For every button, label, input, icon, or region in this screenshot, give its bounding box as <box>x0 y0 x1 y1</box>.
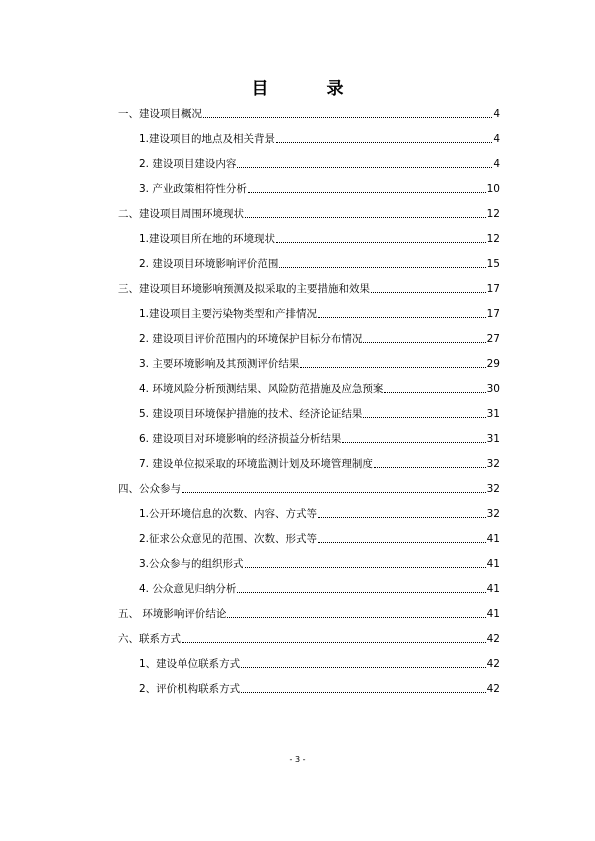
toc-entry[interactable] <box>139 157 500 171</box>
toc-entry-page: 29 <box>486 358 500 370</box>
toc-entry[interactable] <box>139 432 500 446</box>
toc-entry-page: 42 <box>486 658 500 670</box>
toc-entry[interactable] <box>118 107 500 121</box>
toc-entry[interactable] <box>139 132 500 146</box>
toc-entry[interactable] <box>139 682 500 696</box>
toc-leader-dots <box>241 692 485 693</box>
toc-entry[interactable] <box>139 382 500 396</box>
toc-entry-page: 32 <box>486 483 500 495</box>
toc-entry[interactable] <box>118 482 500 496</box>
toc-entry-page: 17 <box>486 283 500 295</box>
toc-entry-page: 32 <box>486 458 500 470</box>
toc-entry-page: 30 <box>486 383 500 395</box>
toc-leader-dots <box>279 267 485 268</box>
toc-entry-label: 二、建设项目周围环境现状 <box>118 208 244 220</box>
toc-leader-dots <box>245 567 486 568</box>
toc-entry[interactable] <box>139 257 500 271</box>
toc-leader-dots <box>363 417 485 418</box>
toc-entry-label: 6. 建设项目对环境影响的经济损益分析结果 <box>139 433 342 445</box>
toc-entry-label: 2.征求公众意见的范围、次数、形式等 <box>139 533 318 545</box>
toc-leader-dots <box>276 242 486 243</box>
toc-entry-page: 41 <box>486 533 500 545</box>
toc-entry-label: 五、 环境影响评价结论 <box>118 608 227 620</box>
toc-entry-label: 2. 建设项目环境影响评价范围 <box>139 258 279 270</box>
toc-entry-label: 2. 建设项目建设内容 <box>139 158 237 170</box>
toc-entry[interactable] <box>118 282 500 296</box>
toc-entry-page: 27 <box>486 333 500 345</box>
toc-entry-page: 41 <box>486 558 500 570</box>
toc-entry-page: 17 <box>486 308 500 320</box>
toc-entry-page: 15 <box>486 258 500 270</box>
toc-entry-label: 7. 建设单位拟采取的环境监测计划及环境管理制度 <box>139 458 373 470</box>
toc-leader-dots <box>300 367 485 368</box>
toc-entry-page: 41 <box>486 583 500 595</box>
toc-entry-page: 31 <box>486 433 500 445</box>
toc-entry-label: 1.建设项目的地点及相关背景 <box>139 133 276 145</box>
toc-entry-page: 4 <box>493 108 500 120</box>
toc-entry-page: 42 <box>486 683 500 695</box>
toc-leader-dots <box>245 217 486 218</box>
page-number: - 3 - <box>289 755 306 764</box>
toc-leader-dots <box>248 192 486 193</box>
title-char-2: 录 <box>326 79 344 99</box>
toc-entry[interactable] <box>139 507 500 521</box>
toc-entry[interactable] <box>139 407 500 421</box>
toc-leader-dots <box>318 317 486 318</box>
toc-leader-dots <box>182 492 486 493</box>
toc-leader-dots <box>371 292 486 293</box>
toc-leader-dots <box>342 442 485 443</box>
toc-leader-dots <box>318 542 486 543</box>
toc-entry-page: 4 <box>493 133 500 145</box>
toc-entry-page: 12 <box>486 233 500 245</box>
toc-entry-label: 四、公众参与 <box>118 483 181 495</box>
page-title <box>0 74 595 99</box>
toc-entry[interactable] <box>118 632 500 646</box>
toc-entry[interactable] <box>139 357 500 371</box>
toc-entry-page: 32 <box>486 508 500 520</box>
toc-entry-label: 1.建设项目所在地的环境现状 <box>139 233 276 245</box>
toc-entry-label: 3. 产业政策相符性分析 <box>139 183 247 195</box>
toc-entry-label: 六、联系方式 <box>118 633 181 645</box>
toc-entry[interactable] <box>139 657 500 671</box>
toc-entry-page: 41 <box>486 608 500 620</box>
toc-entry[interactable] <box>139 457 500 471</box>
toc-entry-label: 2. 建设项目评价范围内的环境保护目标分布情况 <box>139 333 363 345</box>
toc-entry-label: 三、建设项目环境影响预测及拟采取的主要措施和效果 <box>118 283 370 295</box>
toc-entry-page: 42 <box>486 633 500 645</box>
toc-leader-dots <box>237 167 492 168</box>
toc-entry-page: 4 <box>493 158 500 170</box>
toc-leader-dots <box>203 117 492 118</box>
toc-entry[interactable] <box>118 207 500 221</box>
toc-entry-label: 2、评价机构联系方式 <box>139 683 241 695</box>
toc-leader-dots <box>374 467 486 468</box>
toc-entry[interactable] <box>139 532 500 546</box>
toc-entry[interactable] <box>139 182 500 196</box>
toc-leader-dots <box>318 517 486 518</box>
toc-entry-page: 31 <box>486 408 500 420</box>
toc-leader-dots <box>276 142 492 143</box>
toc-entry[interactable] <box>139 232 500 246</box>
toc-leader-dots <box>227 617 485 618</box>
toc-entry-label: 1、建设单位联系方式 <box>139 658 241 670</box>
toc-entry-label: 1.公开环境信息的次数、内容、方式等 <box>139 508 318 520</box>
toc-entry-label: 一、建设项目概况 <box>118 108 202 120</box>
toc-entry-page: 12 <box>486 208 500 220</box>
toc-entry-label: 3.公众参与的组织形式 <box>139 558 244 570</box>
toc-entry-page: 10 <box>486 183 500 195</box>
toc-leader-dots <box>241 667 485 668</box>
toc-entry-label: 4. 公众意见归纳分析 <box>139 583 237 595</box>
toc-entry-label: 5. 建设项目环境保护措施的技术、经济论证结果 <box>139 408 363 420</box>
toc-leader-dots <box>384 392 485 393</box>
toc-leader-dots <box>363 342 485 343</box>
toc-entry[interactable] <box>139 582 500 596</box>
toc-entry-label: 3. 主要环境影响及其预测评价结果 <box>139 358 300 370</box>
toc-entry[interactable] <box>139 307 500 321</box>
title-char-1: 目 <box>251 79 269 99</box>
toc-leader-dots <box>237 592 485 593</box>
toc-entry[interactable] <box>139 557 500 571</box>
toc-entry-label: 1.建设项目主要污染物类型和产排情况 <box>139 308 318 320</box>
toc-leader-dots <box>182 642 486 643</box>
toc-entry-label: 4. 环境风险分析预测结果、风险防范措施及应急预案 <box>139 383 384 395</box>
toc-entry[interactable] <box>139 332 500 346</box>
toc-entry[interactable] <box>118 607 500 621</box>
